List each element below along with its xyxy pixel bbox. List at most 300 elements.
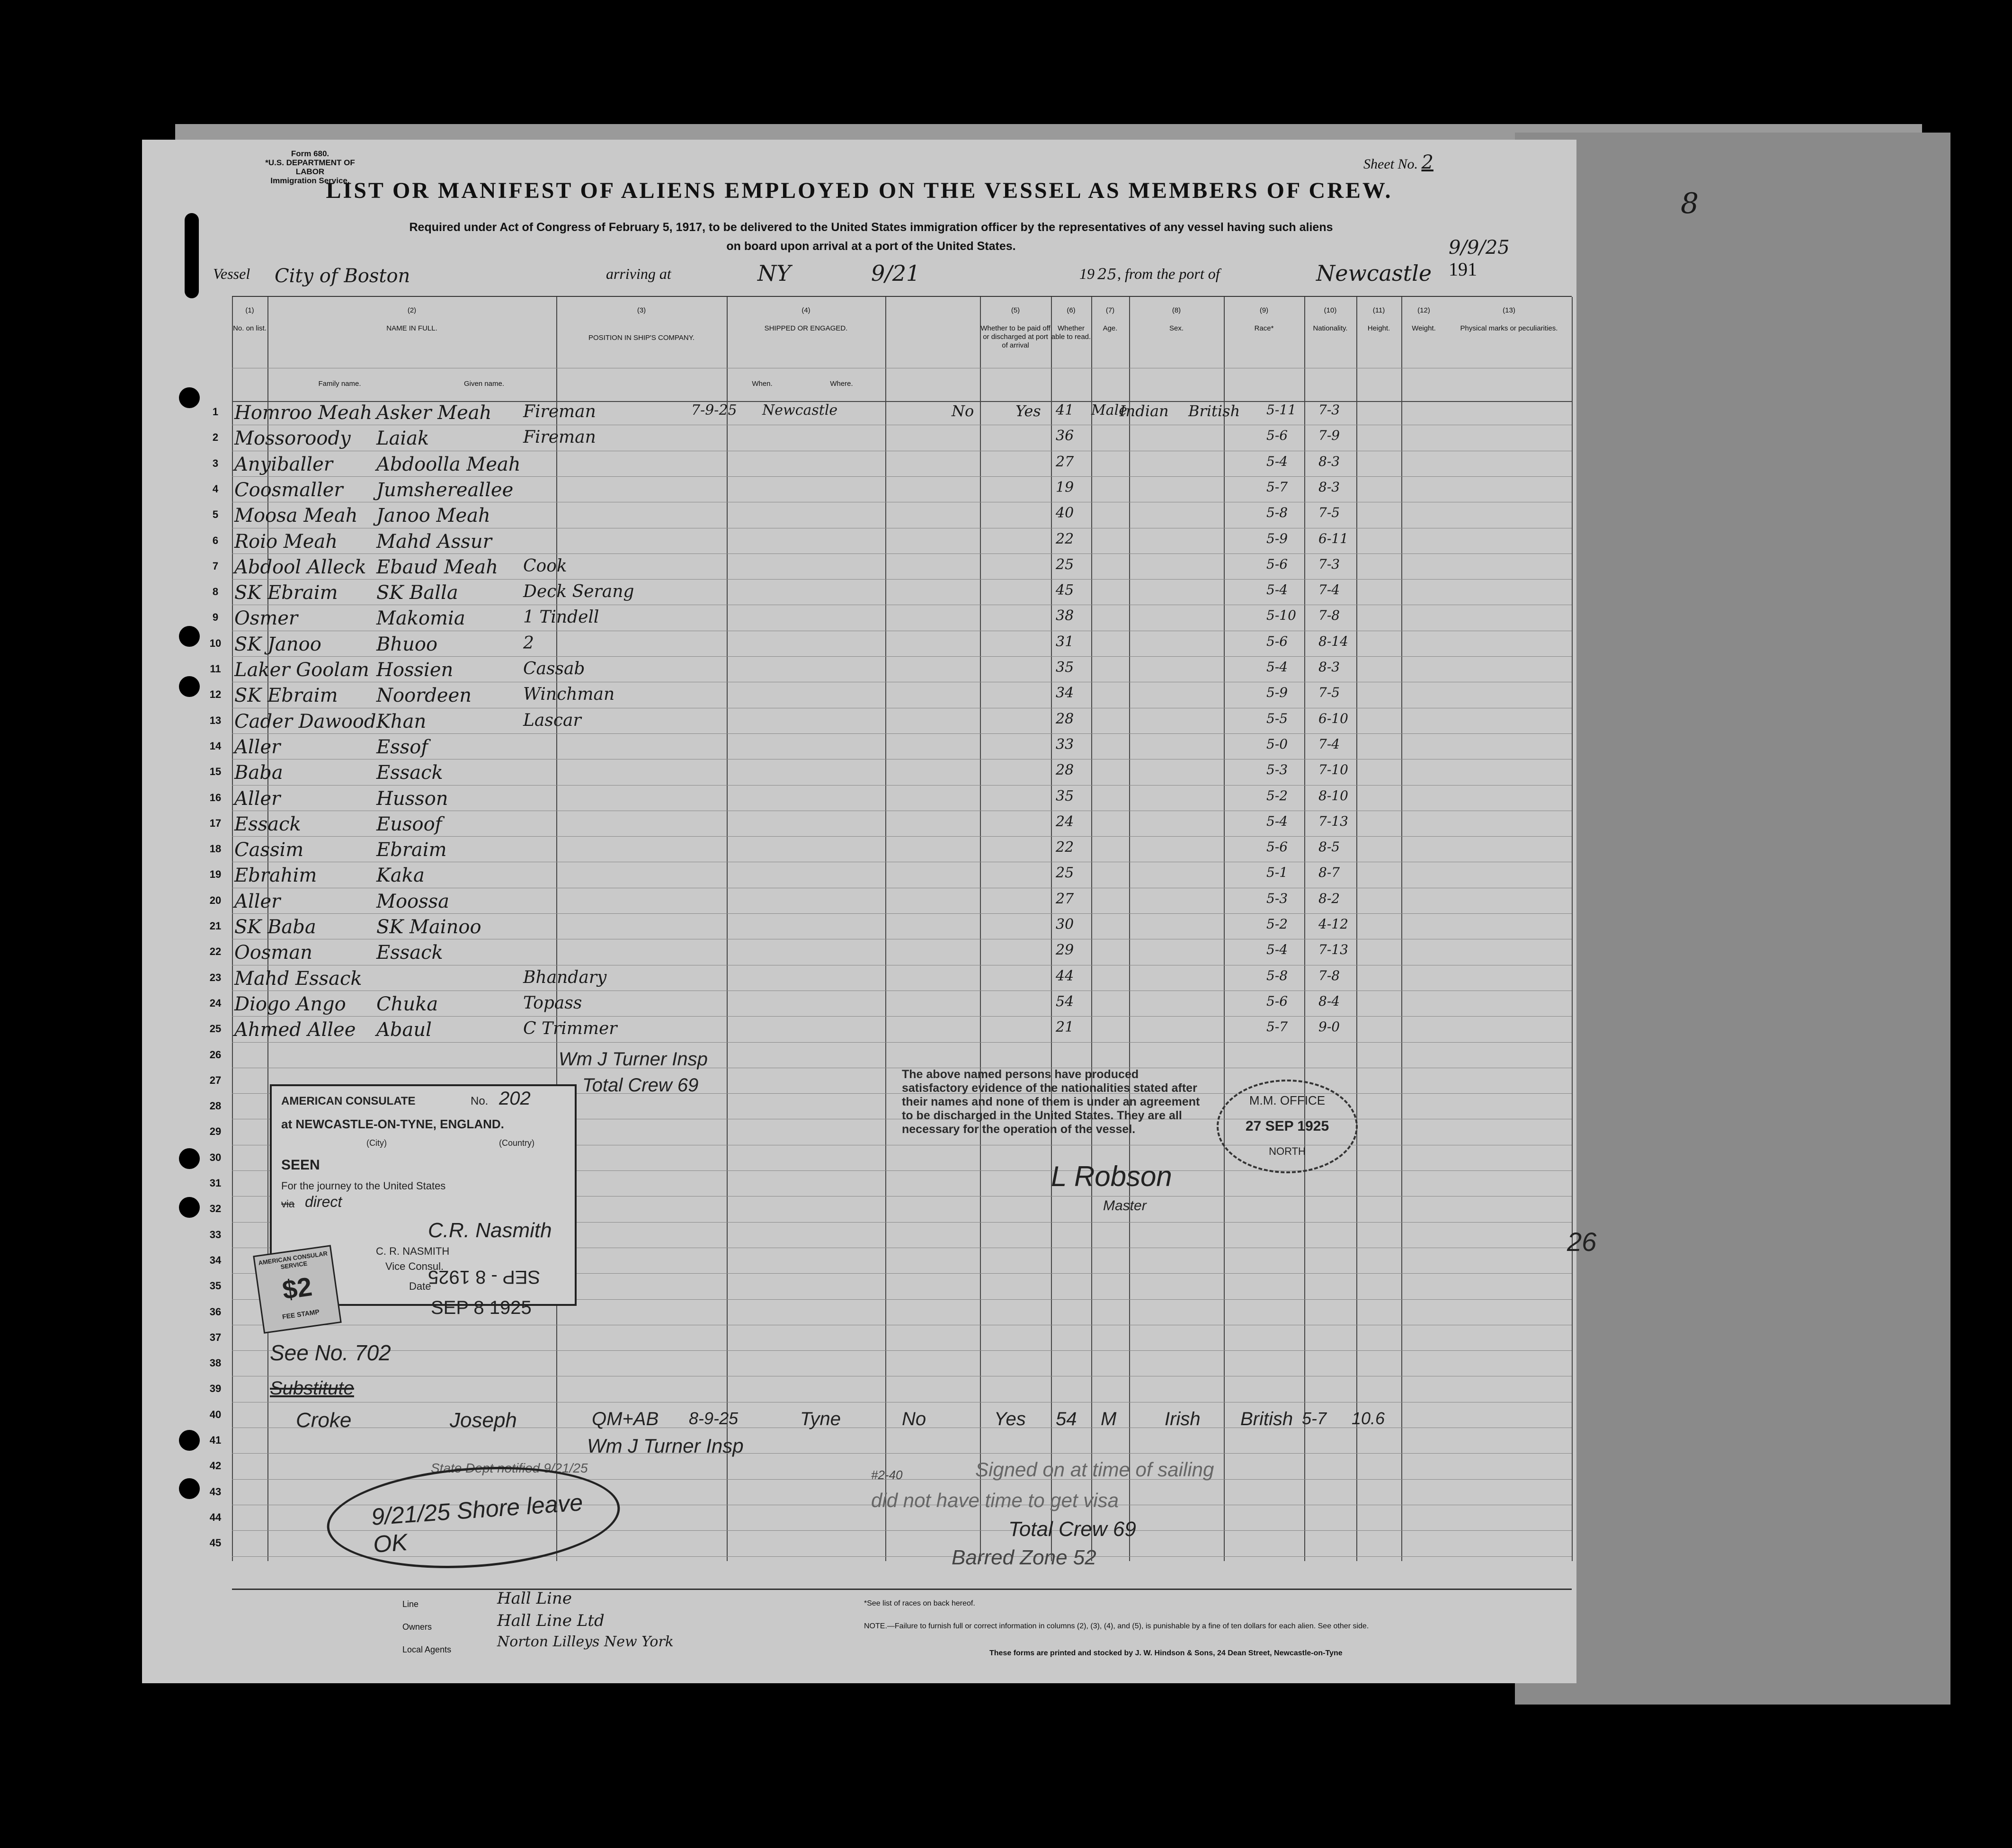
row-number: 34 [209,1254,222,1266]
cell-age: 24 [1056,813,1074,830]
consul-title: Vice Consul. [385,1260,444,1272]
owners-value: Hall Line Ltd [497,1611,605,1630]
cell-height: 5-6 [1266,556,1288,572]
consulate-no-label: No. [471,1095,489,1107]
cell-given: Eusoof [376,813,442,835]
signed-on-note: Signed on at time of sailing [975,1458,1214,1481]
arriving-label: arriving at [606,265,671,282]
cell-weight: 8-14 [1318,633,1348,649]
cell-height: 5-4 [1266,582,1288,598]
cell-sex: Male [1091,402,1127,419]
consulate-no-value: 202 [499,1088,531,1109]
cell-family: SK Ebraim [234,685,338,707]
row-number: 24 [209,997,222,1009]
cell-family: Diogo Ango [234,993,346,1015]
cell-where: Newcastle [762,402,838,419]
row-number: 22 [209,946,222,958]
cell-height: 5-4 [1266,659,1288,675]
state-dept-note: State Dept notified 9/21/25 [431,1461,588,1475]
row-number: 32 [209,1203,222,1215]
manifest-page [142,140,1699,1683]
cell-height: 5-2 [1266,787,1288,803]
cell-weight: 7-5 [1318,505,1340,521]
cell-age: 41 [1056,402,1074,419]
cell-position: Cassab [523,659,585,678]
col-3-header: (3) POSITION IN SHIP'S COMPANY. [588,306,695,342]
col-2-header: (2) NAME IN FULL. Family name. Given name. [267,306,556,333]
substitute-given: Joseph [450,1409,517,1432]
col-where: Where. [830,380,853,388]
cell-weight: 9-0 [1318,1019,1340,1035]
cell-height: 5-4 [1266,813,1288,829]
punch-hole [179,676,200,697]
cell-age: 27 [1056,453,1074,470]
cell-family: Cassim [234,839,304,861]
vessel-name: City of Boston [275,265,410,287]
inspector-2: Wm J Turner Insp [587,1435,744,1457]
row-number: 4 [212,482,219,495]
cell-family: Osmer [234,607,298,630]
cell-height: 5-9 [1266,530,1288,546]
substitute-nationality: British [1240,1409,1293,1429]
oval-stamp-bottom: NORTH [1269,1145,1306,1157]
cell-given: Kaka [376,865,425,887]
cell-height: 5-6 [1266,839,1288,855]
row-number: 18 [209,843,222,855]
year-label: 19 [1079,265,1095,282]
sheet-value: 2 [1421,152,1433,173]
substitute-race: Irish [1165,1409,1201,1429]
cell-position: 1 Tindell [523,607,599,627]
row-number: 14 [209,740,222,752]
row-number: 37 [209,1331,222,1343]
cell-family: Moosa Meah [234,505,358,527]
row-number: 31 [209,1177,222,1189]
consul-signature: C.R. Nasmith [428,1219,552,1242]
city-caption: (City) [366,1138,387,1148]
cell-family: Ahmed Allee [234,1019,356,1041]
cell-weight: 4-12 [1318,916,1348,932]
cell-family: Anyiballer [234,453,333,475]
cell-weight: 8-4 [1318,993,1340,1009]
cell-family: Baba [234,762,283,784]
cell-given: Mahd Assur [376,530,492,553]
cell-age: 28 [1056,710,1074,727]
row-rule [232,1453,1572,1454]
oval-stamp-top: M.M. OFFICE [1249,1093,1326,1107]
cell-given: Chuka [376,993,438,1015]
date-stamp-inverted: SEP - 8 1925 [428,1267,541,1287]
cell-weight: 7-4 [1318,582,1340,598]
cell-family: Coosmaller [234,479,343,501]
punch-hole [179,387,200,408]
requirement-text [256,218,1487,256]
cell-family: Aller [234,890,281,912]
ref-note: #2-40 [871,1468,903,1482]
substitute-paid: No [902,1409,926,1429]
cell-weight: 8-5 [1318,839,1340,855]
cell-age: 22 [1056,530,1074,547]
cell-position: Fireman [523,402,596,421]
row-number: 10 [209,637,222,649]
row-number: 3 [212,457,219,469]
cell-height: 5-2 [1266,916,1288,932]
cell-weight: 7-13 [1318,813,1348,829]
col-12-header: (12) Weight. [1412,306,1436,332]
cell-height: 5-6 [1266,993,1288,1009]
cell-given: Bhuoo [376,633,438,655]
inspector-1: Wm J Turner Insp [559,1049,708,1070]
cell-age: 36 [1056,428,1074,445]
cell-family: Oosman [234,942,312,964]
master-title: Master [1103,1198,1147,1214]
row-number: 26 [209,1048,222,1061]
cell-age: 30 [1056,916,1074,933]
cell-height: 5-4 [1266,942,1288,958]
cell-age: 22 [1056,839,1074,856]
arriving-date: 9/21 [871,260,920,286]
row-number: 16 [209,791,222,803]
cell-age: 40 [1056,505,1074,522]
cell-given: Ebaud Meah [376,556,498,578]
row-number: 45 [209,1537,222,1549]
cell-height: 5-7 [1266,479,1288,495]
cell-weight: 7-3 [1318,402,1340,418]
cell-age: 33 [1056,736,1074,753]
row-number: 7 [212,560,219,572]
cell-given: Essack [376,942,443,964]
row-number: 12 [209,688,222,701]
cell-weight: 7-13 [1318,942,1348,958]
barred-zone-note: Barred Zone 52 [952,1546,1096,1569]
cell-height: 5-3 [1266,762,1288,778]
punch-hole [179,1478,200,1499]
cell-position: Topass [523,993,582,1013]
consulate-title: AMERICAN CONSULATE [281,1095,416,1107]
cell-age: 19 [1056,479,1074,496]
line-value: Hall Line [497,1589,572,1608]
cell-given: Essof [376,736,428,758]
cell-weight: 8-7 [1318,865,1340,881]
cell-age: 25 [1056,556,1074,573]
substitute-where: Tyne [800,1409,841,1429]
punch-hole [179,1148,200,1169]
cell-height: 5-6 [1266,428,1288,444]
cell-given: Ebraim [376,839,447,861]
fine-note: NOTE.—Failure to furnish full or correct information in columns (2), (3), (4), and (5), is punishable by a fine of ten dollars for each alien. See other side. [864,1622,1369,1630]
date-stamp: SEP 8 1925 [431,1297,532,1318]
cell-age: 45 [1056,582,1074,599]
cell-height: 5-10 [1266,607,1296,624]
date-label: Date [409,1280,431,1292]
col-8-header: (8) Sex. [1169,306,1184,332]
cell-family: Mossoroody [234,428,351,450]
cell-given: Noordeen [376,685,472,707]
row-number: 17 [209,817,222,829]
cell-weight: 6-11 [1318,530,1348,546]
cell-position: 2 [523,633,534,653]
row-rule [232,476,1572,477]
cell-position: Lascar [523,710,581,730]
fee-stamp-bottom: FEE STAMP [282,1308,320,1321]
see-no: See No. 702 [270,1340,391,1365]
row-number: 27 [209,1074,222,1086]
agents-label: Local Agents [402,1645,452,1654]
cell-position: Deck Serang [523,582,634,602]
row-number: 20 [209,894,222,906]
col-4-header: (4) SHIPPED OR ENGAGED. When. Where. [727,306,885,333]
year-value: 25 [1097,265,1117,283]
direct-value: direct [305,1193,342,1210]
form-id: Form 680. *U.S. DEPARTMENT OF LABOR Immigration Service. [265,149,355,185]
row-number: 11 [210,663,221,675]
races-note: *See list of races on back hereof. [864,1599,975,1607]
cell-weight: 7-9 [1318,428,1340,444]
cell-age: 31 [1056,633,1074,650]
substitute-position: QM+AB [592,1409,659,1429]
row-number: 25 [209,1023,222,1035]
col-6-header: (6) Whether able to read. [1051,306,1091,341]
row-rule [232,579,1572,580]
cell-weight: 7-4 [1318,736,1340,752]
cell-race: Indian [1120,402,1169,420]
col-when: When. [752,380,773,388]
row-rule [232,1042,1572,1043]
punch-hole [179,1197,200,1218]
row-rule [232,913,1572,914]
col-11-header: (11) Height. [1367,306,1390,332]
row-rule [232,785,1572,786]
cell-weight: 7-8 [1318,967,1340,983]
row-number: 42 [209,1460,222,1472]
cell-given: SK Balla [376,582,458,604]
cell-family: Ebrahim [234,865,317,887]
substitute-weight: 10.6 [1352,1409,1385,1428]
cell-height: 5-7 [1266,1019,1288,1035]
row-number: 41 [209,1434,222,1446]
cell-given: SK Mainoo [376,916,481,938]
row-rule [232,1350,1572,1351]
row-number: 33 [209,1228,222,1241]
row-rule [232,836,1572,837]
cell-height: 5-1 [1266,865,1288,881]
cell-when: 7-9-25 [691,402,737,419]
shore-leave-note: 9/21/25 Shore leave OK [370,1489,584,1558]
vessel-label: Vessel [213,265,250,282]
cell-given: Jumshereallee [376,479,514,501]
cell-family: SK Ebraim [234,582,338,604]
cell-paid: No [952,402,974,420]
cell-height: 5-6 [1266,633,1288,649]
owners-label: Owners [402,1622,432,1632]
cell-given: Moossa [376,890,450,912]
cell-family: Essack [234,813,301,835]
cell-age: 29 [1056,942,1074,959]
row-number: 2 [212,431,219,444]
cell-weight: 7-8 [1318,607,1340,624]
cell-family: Aller [234,787,281,810]
substitute-sex: M [1101,1409,1117,1429]
substitute-height: 5-7 [1302,1409,1327,1428]
row-number: 29 [209,1125,222,1138]
row-number: 8 [212,586,219,598]
row-number: 13 [209,714,222,726]
cell-given: Abdoolla Meah [376,453,521,475]
row-number: 36 [209,1305,222,1318]
side-tally: 26 [1567,1227,1597,1257]
binding-clip [185,213,199,298]
sheet-number [1363,152,1433,173]
cell-family: Aller [234,736,281,758]
cell-age: 35 [1056,659,1074,676]
crew-table [209,296,1572,1561]
cell-given: Hossien [376,659,454,681]
back-sheet [1515,133,1950,1705]
cell-family: Abdool Alleck [234,556,366,578]
country-caption: (Country) [499,1138,535,1148]
journey-text: For the journey to the United States [281,1180,446,1192]
punch-hole [179,626,200,647]
cell-age: 28 [1056,762,1074,779]
from-port: Newcastle [1316,260,1432,286]
consulate-city: at NEWCASTLE-ON-TYNE, ENGLAND. [281,1117,504,1131]
cell-age: 35 [1056,787,1074,804]
certification-text: The above named persons have produced satisfactory evidence of the nationalities stated after their names and none of them is under an agreement to be discharged in the United States. They are all necessary for the operation of the vessel. [902,1068,1200,1136]
cell-family: Laker Goolam [234,659,369,681]
cell-family: SK Janoo [234,633,321,655]
cell-family: Mahd Essack [234,967,362,990]
sheet-label: Sheet No. [1363,156,1418,172]
cell-given: Essack [376,762,443,784]
fee-value: $2 [280,1271,314,1305]
row-number: 15 [209,766,222,778]
col-1-header: (1) No. on list. [233,306,267,332]
consul-printed: C. R. NASMITH [376,1245,450,1257]
row-number: 44 [209,1511,222,1523]
no-visa-note: did not have time to get visa [871,1489,1119,1511]
row-number: 19 [209,868,222,881]
cell-height: 5-8 [1266,505,1288,521]
cell-family: Roio Meah [234,530,338,553]
row-number: 43 [209,1485,222,1498]
cell-height: 5-3 [1266,890,1288,906]
cell-age: 44 [1056,967,1074,984]
row-number: 39 [209,1383,222,1395]
footer [232,1589,1572,1670]
row-number: 9 [212,611,219,624]
col-13-header: (13) Physical marks or peculiarities. [1460,306,1558,332]
cell-weight: 7-5 [1318,685,1340,701]
cell-weight: 7-3 [1318,556,1340,572]
cell-given: Abaul [376,1019,432,1041]
cell-height: 5-4 [1266,453,1288,469]
requirement-line-2: on board upon arrival at a port of the United States. [726,240,1016,253]
cell-weight: 8-3 [1318,453,1340,469]
cell-height: 5-5 [1266,710,1288,726]
col-family-name: Family name. [318,380,361,388]
row-number: 38 [209,1357,222,1369]
cell-position: Bhandary [523,967,607,987]
cell-given: Khan [376,710,427,732]
seen-label: SEEN [281,1157,320,1173]
cell-weight: 8-10 [1318,787,1348,803]
substitute-when: 8-9-25 [689,1409,739,1428]
cell-weight: 6-10 [1318,710,1348,726]
line-label: Line [402,1599,419,1609]
cell-height: 5-0 [1266,736,1288,752]
cell-age: 21 [1056,1019,1074,1036]
master-signature: L Robson [1051,1161,1172,1192]
requirement-line-1: Required under Act of Congress of February 5, 1917, to be delivered to the United States immigration officer by the representatives of any vessel having such aliens [409,221,1333,234]
cell-height: 5-11 [1266,402,1296,418]
cell-family: SK Baba [234,916,316,938]
row-rule [232,656,1572,657]
cell-weight: 8-3 [1318,659,1340,675]
cell-position: Fireman [523,428,596,447]
cell-age: 27 [1056,890,1074,907]
row-number: 40 [209,1408,222,1420]
arriving-port: NY [757,260,791,286]
agents-value: Norton Lilleys New York [497,1634,674,1650]
row-number: 35 [209,1280,222,1292]
col-7-header: (7) Age. [1103,306,1118,332]
cell-position: C Trimmer [523,1019,617,1039]
mm-office-stamp [1217,1080,1358,1173]
cell-position: Winchman [523,685,615,705]
cell-given: Husson [376,787,448,810]
total-crew-2: Total Crew 69 [1008,1518,1136,1541]
cell-age: 25 [1056,865,1074,882]
cell-position: Cook [523,556,567,576]
substitute-read: Yes [994,1409,1026,1429]
cell-age: 54 [1056,993,1074,1010]
cell-family: Homroo Meah [234,402,373,424]
cell-weight: 8-2 [1318,890,1340,906]
col-9-header: (9) Race* [1254,306,1274,332]
cell-height: 5-9 [1266,685,1288,701]
cell-nat: British [1188,402,1240,420]
cell-age: 38 [1056,607,1074,625]
page-title: LIST OR MANIFEST OF ALIENS EMPLOYED ON THE VESSEL AS MEMBERS OF CREW. [326,178,1393,203]
substitute-heading: Substitute [270,1378,354,1399]
printer-note: These forms are printed and stocked by J. W. Hindson & Sons, 24 Dean Street, Newcastle-on-Tyne [989,1649,1343,1657]
col-given-name: Given name. [463,380,505,388]
cell-height: 5-8 [1266,967,1288,983]
row-rule [232,1016,1572,1017]
cell-age: 34 [1056,685,1074,702]
substitute-age: 54 [1056,1409,1077,1429]
fee-stamp-top: AMERICAN CONSULAR SERVICE [258,1250,328,1271]
row-number: 1 [212,406,219,418]
substitute-family: Croke [296,1409,352,1432]
cell-weight: 7-10 [1318,762,1348,778]
cell-read: Yes [1015,402,1041,420]
via-label: via [281,1198,295,1210]
row-number: 6 [212,534,219,546]
row-number: 23 [209,971,222,983]
corner-mark: 8 [1681,187,1699,220]
col-10-header: (10) Nationality. [1313,306,1348,332]
fee-stamp [253,1245,341,1333]
cell-given: Asker Meah [376,402,492,424]
cell-weight: 8-3 [1318,479,1340,495]
row-number: 28 [209,1100,222,1112]
row-rule [232,733,1572,734]
row-number: 21 [209,920,222,932]
page-number: 191 [1449,259,1477,280]
cell-given: Makomia [376,607,465,630]
cell-family: Cader Dawood [234,710,376,732]
